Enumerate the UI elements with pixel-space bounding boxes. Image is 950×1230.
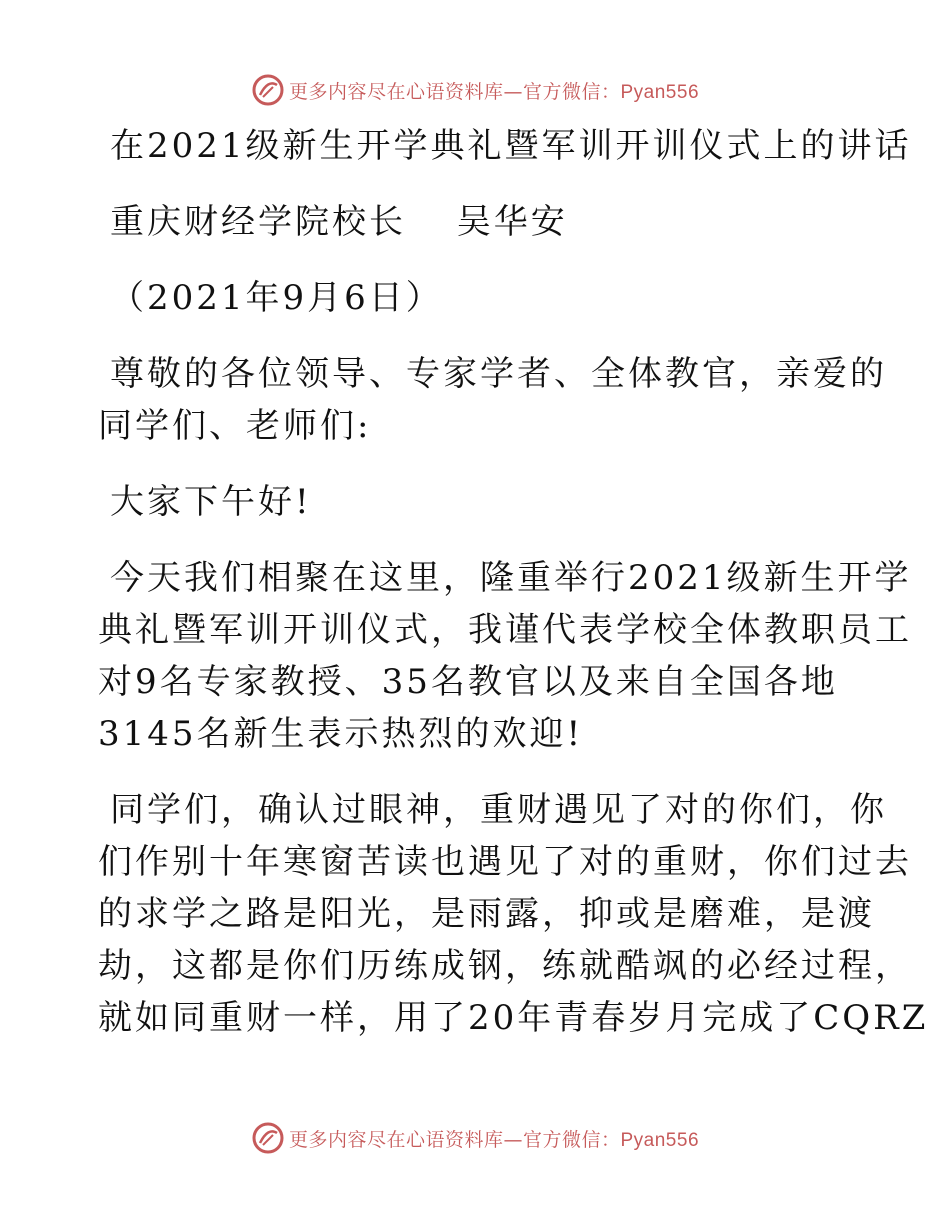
paragraph-line: 大家下午好! <box>110 482 312 522</box>
watermark-text <box>289 1125 699 1152</box>
logo-icon <box>251 1121 285 1155</box>
paragraph-line: 就如同重财一样，用了20年青春岁月完成了CQRZ <box>98 998 929 1038</box>
paragraph-line: 的求学之路是阳光，是雨露，抑或是磨难，是渡 <box>98 894 875 934</box>
paragraph <box>98 784 929 1044</box>
watermark-text-cn: 更多内容尽在心语资料库—官方微信： <box>288 1128 621 1151</box>
watermark-text-cn: 更多内容尽在心语资料库—官方微信： <box>288 80 621 103</box>
watermark-footer <box>0 1118 950 1158</box>
document-date: （2021年9月6日） <box>110 278 443 318</box>
document-body <box>98 120 929 1044</box>
paragraph <box>98 552 912 760</box>
document-author: 重庆财经学院校长 吴华安 <box>110 202 568 242</box>
watermark-wechat-id: Pyan556 <box>620 81 700 103</box>
paragraph-line: 劫，这都是你们历练成钢，练就酷飒的必经过程， <box>98 946 912 986</box>
paragraph-line: 同学们、老师们: <box>98 406 372 446</box>
paragraph <box>98 476 858 528</box>
watermark-text <box>289 77 699 104</box>
watermark-wechat-id: Pyan556 <box>620 1129 700 1151</box>
paragraph-line: 尊敬的各位领导、专家学者、全体教官，亲爱的 <box>110 354 887 394</box>
watermark-header <box>0 70 950 110</box>
paragraph-line: 对9名专家教授、35名教官以及来自全国各地 <box>98 662 838 702</box>
paragraph-line: 们作别十年寒窗苦读也遇见了对的重财，你们过去 <box>98 842 912 882</box>
paragraph-line: 同学们，确认过眼神，重财遇见了对的你们，你 <box>110 790 887 830</box>
document-title: 在2021级新生开学典礼暨军训开训仪式上的讲话 <box>110 126 912 166</box>
paragraph-line: 典礼暨军训开训仪式，我谨代表学校全体教职员工 <box>98 610 912 650</box>
paragraph <box>98 348 887 452</box>
logo-icon <box>251 73 285 107</box>
paragraph-line: 3145名新生表示热烈的欢迎! <box>98 714 584 754</box>
paragraph-line: 今天我们相聚在这里，隆重举行2021级新生开学 <box>110 558 912 598</box>
